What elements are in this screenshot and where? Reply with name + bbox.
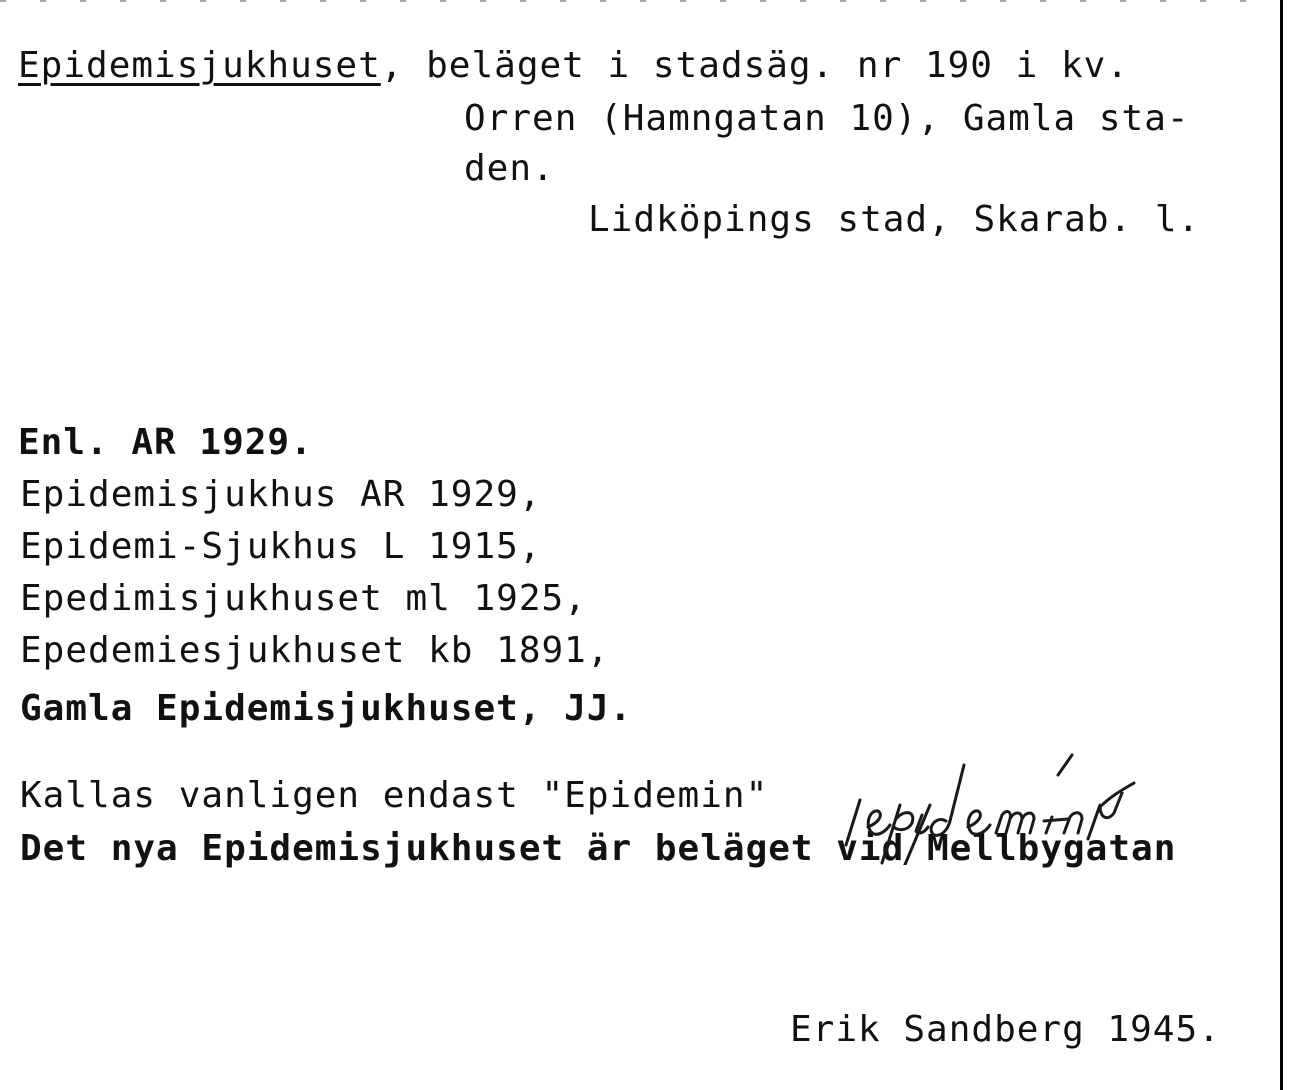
source-variant-3: Epedimisjukhuset ml 1925,	[20, 578, 587, 619]
entry-parish: Lidköpings stad, Skarab. l.	[588, 199, 1201, 240]
new-hospital-note: Det nya Epidemisjukhuset är beläget vid Mellbygatan	[20, 828, 1177, 869]
source-variant-1: Epidemisjukhus AR 1929,	[20, 474, 542, 515]
sources-heading: Enl. AR 1929.	[18, 422, 313, 463]
signature: Erik Sandberg 1945.	[790, 1009, 1221, 1050]
source-variant-2: Epidemi-Sjukhus L 1915,	[20, 526, 542, 567]
jj-variant: Gamla Epidemisjukhuset, JJ.	[20, 688, 633, 729]
usage-note: Kallas vanligen endast "Epidemin"	[20, 775, 769, 816]
entry-first-line	[18, 40, 1129, 92]
source-variant-4: Epedemiesjukhuset kb 1891,	[20, 630, 610, 671]
entry-location-line-3: den.	[464, 148, 555, 189]
entry-location-line-2: Orren (Hamngatan 10), Gamla sta-	[464, 98, 1190, 139]
card-right-edge	[1280, 0, 1283, 1090]
entry-location-line-1: , beläget i stadsäg. nr 190 i kv.	[380, 45, 1130, 86]
card-top-edge	[0, 0, 1283, 2]
handwritten-addition	[838, 735, 1288, 865]
entry-term: Epidemisjukhuset	[18, 45, 381, 86]
